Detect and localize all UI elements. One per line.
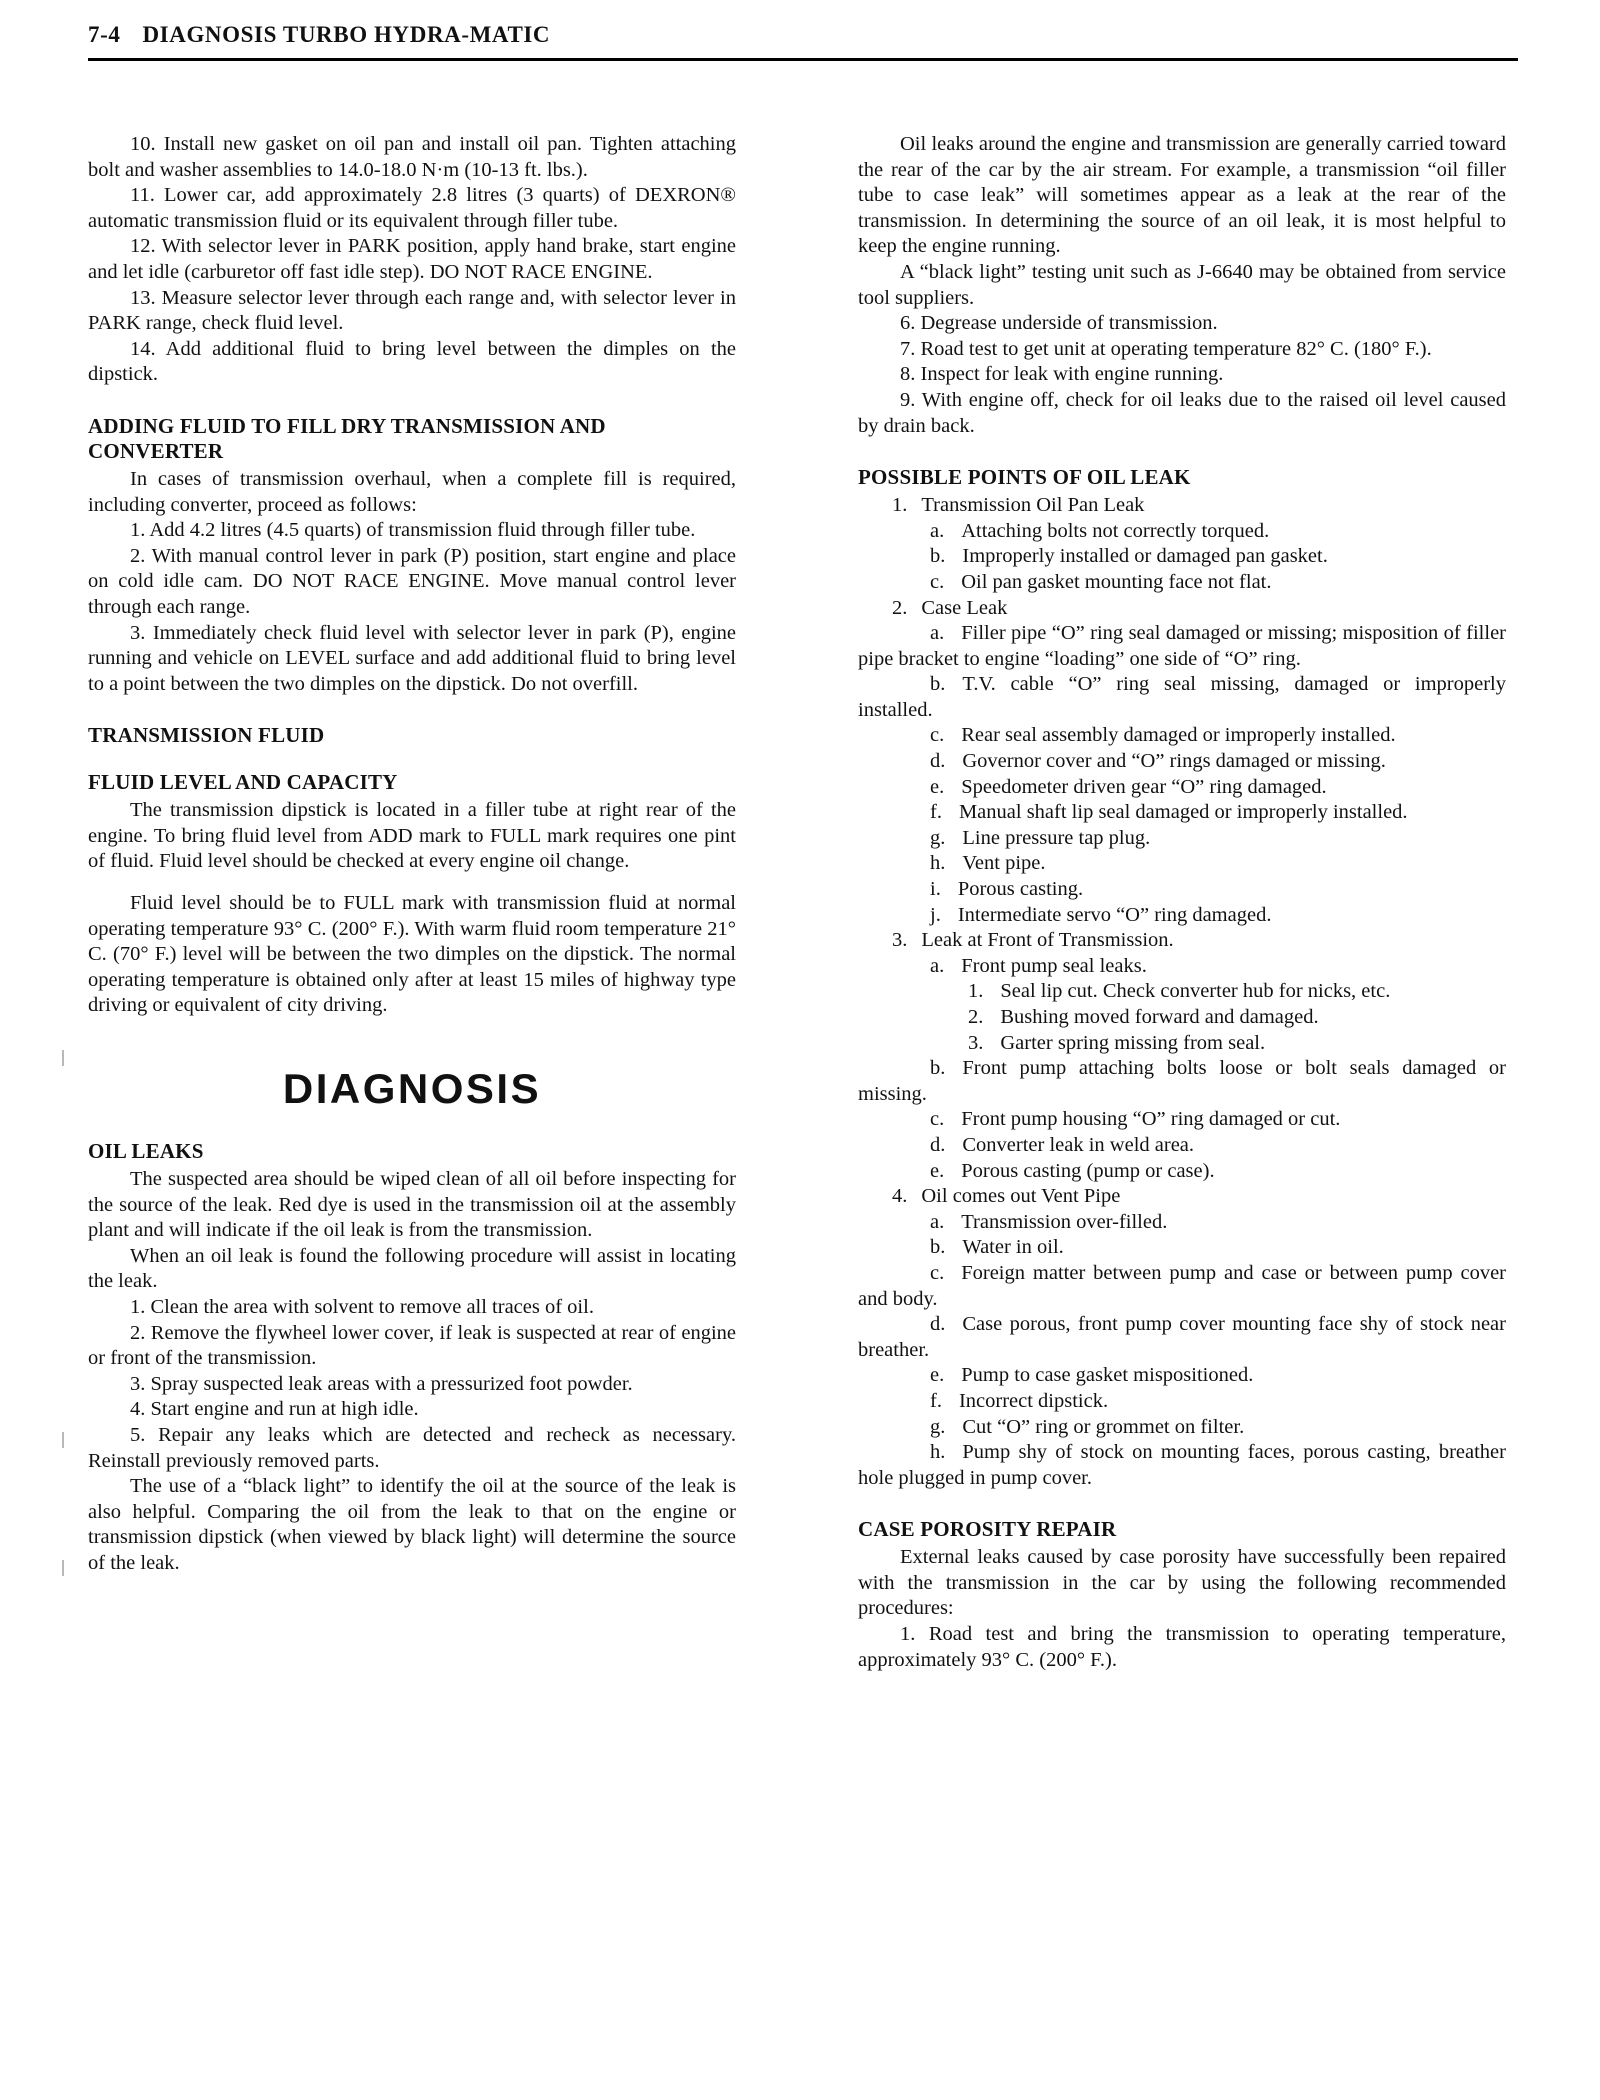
oil-leaks-step-5: 5. Repair any leaks which are detected and recheck as necessary. Reinstall previously removed parts. bbox=[88, 1423, 736, 1472]
list-marker: d. bbox=[930, 1133, 946, 1156]
oil-leaks-para-2: When an oil leak is found the following procedure will assist in locating the leak. bbox=[88, 1244, 736, 1293]
fluid-level-para-2: Fluid level should be to FULL mark with transmission fluid at normal operating temperature 93° C. (200° F.). With warm fluid room temperature 21° C. (70° F.) level will be between the two dimples on the dipstick. The normal operating temperature is obtained only after at least 15 miles of highway type driving or equivalent of city driving. bbox=[88, 892, 736, 1017]
list-marker: b. bbox=[930, 545, 946, 568]
right-step-6: 6. Degrease underside of transmission. bbox=[900, 312, 1218, 335]
list-marker: d. bbox=[930, 750, 946, 773]
scan-artifact-tick bbox=[62, 1050, 64, 1066]
right-step-8: 8. Inspect for leak with engine running. bbox=[900, 363, 1224, 386]
list-marker: 1. bbox=[892, 494, 908, 517]
scan-artifact-tick bbox=[62, 1560, 64, 1576]
list-marker: 3. bbox=[968, 1031, 984, 1054]
possible-point-item bbox=[858, 1031, 1506, 1057]
oil-leaks-step-2: 2. Remove the flywheel lower cover, if leak is suspected at rear of engine or front of the transmission. bbox=[88, 1321, 736, 1370]
possible-point-item bbox=[858, 519, 1506, 545]
list-item-text: Pump to case gasket mispositioned. bbox=[961, 1364, 1254, 1387]
possible-point-item bbox=[858, 1235, 1506, 1261]
possible-point-item bbox=[858, 749, 1506, 775]
list-item-text: Manual shaft lip seal damaged or improperly installed. bbox=[958, 801, 1408, 824]
step-13: 13. Measure selector lever through each range and, with selector lever in PARK range, check fluid level. bbox=[88, 286, 736, 335]
list-item-text: Bushing moved forward and damaged. bbox=[1000, 1006, 1319, 1028]
oil-leaks-step-4: 4. Start engine and run at high idle. bbox=[130, 1398, 419, 1421]
list-marker: g. bbox=[930, 826, 946, 849]
possible-point-item bbox=[858, 570, 1506, 596]
list-item-text: Governor cover and “O” rings damaged or missing. bbox=[962, 750, 1386, 773]
list-marker: 4. bbox=[892, 1185, 908, 1208]
right-column bbox=[858, 132, 1506, 1673]
list-marker: 2. bbox=[892, 596, 908, 619]
left-column bbox=[88, 132, 736, 1577]
possible-point-item bbox=[858, 1261, 1506, 1312]
header-divider bbox=[88, 58, 1518, 61]
oil-leaks-closing: The use of a “black light” to identify the oil at the source of the leak is also helpful. Comparing the oil from the leak to that on the engine or transmission dipstick (when viewed by black light) will determine the source of the leak. bbox=[88, 1475, 736, 1574]
possible-point-item bbox=[858, 596, 1506, 622]
list-marker: a. bbox=[930, 1210, 945, 1233]
list-item-text: Water in oil. bbox=[962, 1236, 1064, 1259]
oil-leaks-step-1: 1. Clean the area with solvent to remove all traces of oil. bbox=[130, 1296, 594, 1318]
possible-point-item bbox=[858, 1184, 1506, 1210]
possible-point-item bbox=[858, 775, 1506, 801]
possible-point-item bbox=[858, 544, 1506, 570]
right-step-9: 9. With engine off, check for oil leaks due to the raised oil level caused by drain back. bbox=[858, 388, 1506, 437]
list-item-text: Front pump housing “O” ring damaged or cut. bbox=[961, 1108, 1341, 1131]
list-marker: a. bbox=[930, 622, 945, 645]
list-marker: i. bbox=[930, 878, 941, 901]
list-item-text: Line pressure tap plug. bbox=[962, 826, 1151, 849]
list-item-text: Seal lip cut. Check converter hub for nicks, etc. bbox=[1000, 980, 1391, 1003]
list-marker: e. bbox=[930, 1364, 945, 1387]
possible-point-item bbox=[858, 1363, 1506, 1389]
case-porosity-intro: External leaks caused by case porosity have successfully been repaired with the transmission in the car by using the following recommended procedures: bbox=[858, 1546, 1506, 1620]
list-item-text: Garter spring missing from seal. bbox=[1000, 1031, 1266, 1054]
list-item-text: Filler pipe “O” ring seal damaged or missing; misposition of filler pipe bracket to engine “loading” one side of “O” ring. bbox=[858, 622, 1506, 670]
possible-point-item bbox=[858, 877, 1506, 903]
list-marker: c. bbox=[930, 724, 945, 747]
adding-fluid-intro: In cases of transmission overhaul, when a complete fill is required, including converter, proceed as follows: bbox=[88, 467, 736, 516]
list-marker: j. bbox=[930, 903, 941, 926]
possible-points-list bbox=[858, 493, 1506, 1491]
list-marker: e. bbox=[930, 1159, 945, 1182]
adding-fluid-step-1: 1. Add 4.2 litres (4.5 quarts) of transmission fluid through filler tube. bbox=[130, 519, 696, 542]
oil-leaks-step-3: 3. Spray suspected leak areas with a pressurized foot powder. bbox=[130, 1372, 633, 1395]
heading-fluid-level-capacity: FLUID LEVEL AND CAPACITY bbox=[88, 770, 398, 795]
step-10: 10. Install new gasket on oil pan and install oil pan. Tighten attaching bolt and washer assemblies to 14.0-18.0 N·m (10-13 ft. lbs.). bbox=[88, 133, 736, 181]
possible-point-item bbox=[858, 1133, 1506, 1159]
list-marker: h. bbox=[930, 1441, 946, 1464]
list-item-text: Pump shy of stock on mounting faces, porous casting, breather hole plugged in pump cover. bbox=[858, 1441, 1506, 1489]
possible-point-item bbox=[858, 851, 1506, 877]
step-11: 11. Lower car, add approximately 2.8 litres (3 quarts) of DEXRON® automatic transmission fluid or its equivalent through filler tube. bbox=[88, 184, 736, 232]
list-item-text: Transmission over-filled. bbox=[961, 1210, 1168, 1233]
list-marker: f. bbox=[930, 801, 942, 824]
list-marker: a. bbox=[930, 954, 945, 977]
list-item-text: Case porous, front pump cover mounting face shy of stock near breather. bbox=[858, 1313, 1506, 1361]
list-item-text: Incorrect dipstick. bbox=[958, 1389, 1109, 1412]
possible-point-item bbox=[858, 1005, 1506, 1031]
possible-point-item bbox=[858, 621, 1506, 672]
possible-point-item bbox=[858, 723, 1506, 749]
list-marker: f. bbox=[930, 1389, 942, 1412]
possible-point-item bbox=[858, 1440, 1506, 1491]
list-marker: g. bbox=[930, 1415, 946, 1438]
possible-point-item bbox=[858, 1389, 1506, 1415]
possible-point-item bbox=[858, 493, 1506, 519]
list-item-text: Front pump seal leaks. bbox=[961, 954, 1147, 977]
page-header bbox=[88, 22, 1518, 48]
list-item-text: Leak at Front of Transmission. bbox=[921, 929, 1174, 952]
list-marker: 2. bbox=[968, 1006, 984, 1028]
list-marker: h. bbox=[930, 852, 946, 875]
possible-point-item bbox=[858, 979, 1506, 1005]
possible-point-item bbox=[858, 826, 1506, 852]
heading-possible-points-of-oil-leak: POSSIBLE POINTS OF OIL LEAK bbox=[858, 465, 1191, 490]
list-marker: 3. bbox=[892, 929, 908, 952]
adding-fluid-step-3: 3. Immediately check fluid level with selector lever in park (P), engine running and vehicle on LEVEL surface and add additional fluid to bring level to a point between the two dimples on the dipstick. Do not overfill. bbox=[88, 621, 736, 695]
list-item-text: Oil pan gasket mounting face not flat. bbox=[961, 570, 1272, 593]
list-item-text: Porous casting. bbox=[957, 878, 1084, 901]
scan-artifact-tick bbox=[62, 1432, 64, 1448]
right-step-7: 7. Road test to get unit at operating temperature 82° C. (180° F.). bbox=[900, 337, 1432, 360]
list-item-text: Vent pipe. bbox=[962, 852, 1046, 875]
list-marker: a. bbox=[930, 519, 945, 542]
list-item-text: Foreign matter between pump and case or between pump cover and body. bbox=[858, 1261, 1506, 1310]
list-marker: 1. bbox=[968, 980, 984, 1003]
adding-fluid-step-2: 2. With manual control lever in park (P) position, start engine and place on cold idle cam. DO NOT RACE ENGINE. Move manual control lever through each range. bbox=[88, 544, 736, 618]
list-marker: c. bbox=[930, 570, 945, 593]
possible-point-item bbox=[858, 1312, 1506, 1363]
list-item-text: Rear seal assembly damaged or improperly installed. bbox=[961, 724, 1396, 747]
possible-point-item bbox=[858, 672, 1506, 723]
possible-point-item bbox=[858, 1415, 1506, 1441]
list-item-text: Cut “O” ring or grommet on filter. bbox=[962, 1415, 1245, 1438]
list-item-text: Porous casting (pump or case). bbox=[961, 1159, 1215, 1182]
possible-point-item bbox=[858, 954, 1506, 980]
fluid-level-para-1: The transmission dipstick is located in a filler tube at right rear of the engine. To bring fluid level from ADD mark to FULL mark requires one pint of fluid. Fluid level should be checked at every engine oil change. bbox=[88, 799, 736, 873]
list-item-text: Intermediate servo “O” ring damaged. bbox=[957, 903, 1272, 926]
list-marker: b. bbox=[930, 1236, 946, 1259]
step-14: 14. Add additional fluid to bring level between the dimples on the dipstick. bbox=[88, 337, 736, 386]
heading-case-porosity-repair: CASE POROSITY REPAIR bbox=[858, 1517, 1117, 1542]
possible-point-item bbox=[858, 1210, 1506, 1236]
oil-leaks-para-1: The suspected area should be wiped clean of all oil before inspecting for the source of the leak. Red dye is used in the transmission oil at the assembly plant and will indicate if the oil leak is from the transmission. bbox=[88, 1168, 736, 1242]
possible-point-item bbox=[858, 1107, 1506, 1133]
heading-adding-fluid: ADDING FLUID TO FILL DRY TRANSMISSION AND CONVERTER bbox=[88, 413, 606, 463]
section-title-diagnosis: DIAGNOSIS bbox=[282, 1065, 542, 1113]
list-item-text: Oil comes out Vent Pipe bbox=[921, 1185, 1121, 1208]
list-marker: b. bbox=[930, 673, 946, 696]
page-number: 7-4 bbox=[88, 22, 121, 47]
right-intro-para-1: Oil leaks around the engine and transmission are generally carried toward the rear of the car by the air stream. For example, a transmission “oil filler tube to case leak” will sometimes appear as a leak at the rear of the transmission. In determining the source of an oil leak, it is most helpful to keep the engine running. bbox=[858, 133, 1506, 258]
possible-point-item bbox=[858, 800, 1506, 826]
case-porosity-step-1: 1. Road test and bring the transmission to operating temperature, approximately 93° C. (200° F.). bbox=[858, 1623, 1506, 1671]
page-title: DIAGNOSIS TURBO HYDRA-MATIC bbox=[142, 22, 551, 47]
list-item-text: Attaching bolts not correctly torqued. bbox=[961, 519, 1270, 542]
header-text bbox=[88, 22, 1518, 48]
possible-point-item bbox=[858, 928, 1506, 954]
list-marker: c. bbox=[930, 1108, 945, 1131]
list-marker: d. bbox=[930, 1313, 946, 1336]
list-item-text: Transmission Oil Pan Leak bbox=[921, 494, 1145, 517]
list-item-text: Converter leak in weld area. bbox=[962, 1133, 1195, 1156]
possible-point-item bbox=[858, 1056, 1506, 1107]
list-marker: c. bbox=[930, 1261, 945, 1284]
heading-transmission-fluid: TRANSMISSION FLUID bbox=[88, 723, 325, 748]
list-item-text: Front pump attaching bolts loose or bolt seals damaged or missing. bbox=[858, 1057, 1506, 1105]
list-item-text: Improperly installed or damaged pan gasket. bbox=[962, 545, 1328, 568]
right-intro-para-2: A “black light” testing unit such as J-6640 may be obtained from service tool suppliers. bbox=[858, 260, 1506, 309]
possible-point-item bbox=[858, 1159, 1506, 1185]
list-marker: e. bbox=[930, 775, 945, 798]
step-12: 12. With selector lever in PARK position, apply hand brake, start engine and let idle (carburetor off fast idle step). DO NOT RACE ENGINE. bbox=[88, 235, 736, 283]
list-item-text: Speedometer driven gear “O” ring damaged. bbox=[961, 775, 1327, 798]
heading-oil-leaks: OIL LEAKS bbox=[88, 1139, 204, 1164]
list-item-text: Case Leak bbox=[921, 596, 1008, 619]
possible-point-item bbox=[858, 903, 1506, 929]
list-item-text: T.V. cable “O” ring seal missing, damaged or improperly installed. bbox=[858, 673, 1506, 721]
list-marker: b. bbox=[930, 1057, 946, 1080]
